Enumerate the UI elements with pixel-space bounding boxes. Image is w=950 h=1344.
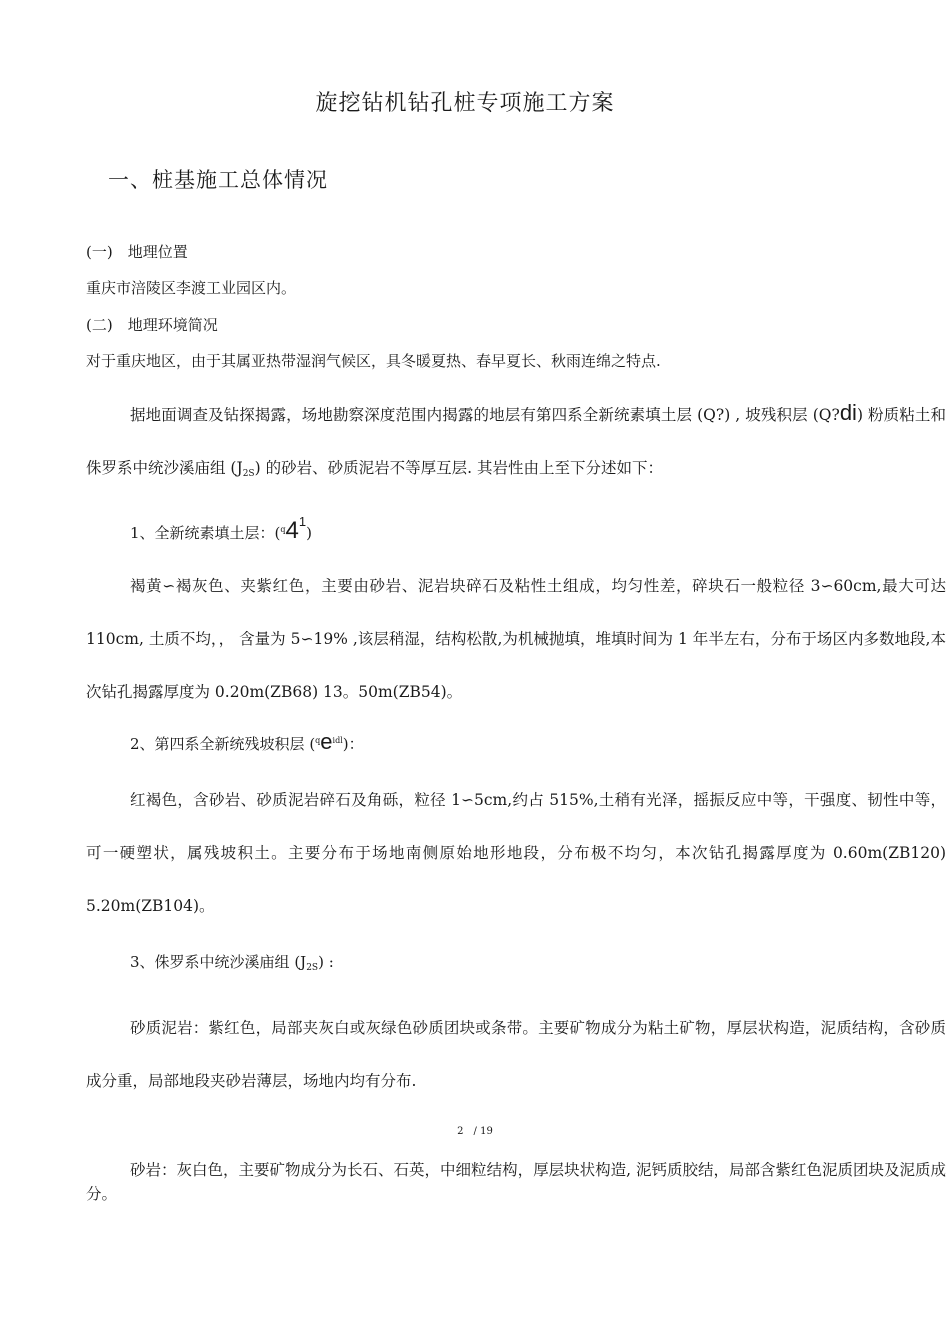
item1-superscript: 1 [298, 514, 307, 529]
item2-close: )： [342, 735, 364, 753]
item1-4-symbol: 4 [285, 517, 299, 544]
item3-heading [130, 951, 334, 973]
item2-description: 红褐色，含砂岩、砂质泥岩碎石及角砾，粒径 1∽5cm,约占 515%,土稍有光泽，摇振反应中等，干强度、韧性中等，可一硬塑状，属残坡积土。主要分布于场地南侧原始地形地段，分布极不均匀，本次钻孔揭露厚度为 0.60m(ZB120) 5.20m(ZB104)。 [86, 791, 946, 915]
document-title: 旋挖钻机钻孔桩专项施工方案 [315, 91, 615, 116]
section-heading-1: 一、桩基施工总体情况 [108, 168, 328, 192]
item3-close: ) : [318, 953, 334, 971]
item2-idl-symbol: idl [332, 736, 343, 745]
item2-heading [130, 729, 364, 755]
item1-description: 褐黄∽褐灰色、夹紫红色，主要由砂岩、泥岩块碎石及粘性土组成，均匀性差，碎块石一般粒径 3∽60cm,最大可达 110cm, 土质不均，， 含量为 5∽19% ,该层稍湿，结构松散,为机械抛填，堆填时间为 1 年半左右，分布于场区内多数地段,本次钻孔揭露厚度为 0.20m(ZB68) 13。50m(ZB54)。 [86, 577, 946, 701]
climate-text: 对于重庆地区，由于其属亚热带湿润气候区，具冬暖夏热、春早夏长、秋雨连绵之特点. [86, 352, 661, 370]
page-number: 2 / 19 [457, 1126, 493, 1137]
subsection-environment-label: (二) 地理环境简况 [86, 316, 218, 334]
location-text: 重庆市涪陵区李渡工业园区内。 [86, 279, 297, 297]
survey-text-b: ) 粉质粘土和侏罗系中统沙溪庙组 (J [86, 406, 946, 477]
survey-text-c: ) 的砂岩、砂质泥岩不等厚互层. 其岩性由上至下分述如下： [254, 459, 663, 477]
item1-q-symbol: q [280, 525, 286, 534]
item2-e-symbol: e [320, 729, 333, 754]
item3-subscript: 2S [306, 963, 319, 973]
item2-q-symbol: q [315, 736, 321, 745]
item3-label: 3、侏罗系中统沙溪庙组 (J [130, 953, 307, 971]
survey-paragraph [86, 386, 946, 501]
survey-symbol-di: di [839, 400, 857, 425]
item2-label: 2、第四系全新统残坡积层 ( [130, 735, 316, 753]
mudstone-paragraph: 砂质泥岩：紫红色，局部夹灰白或灰绿色砂质团块或条带。主要矿物成分为粘土矿物，厚层状构造，泥质结构，含砂质成分重，局部地段夹砂岩薄层，场地内均有分布. [86, 1019, 946, 1090]
survey-text-a: 据地面调查及钻探揭露，场地勘察深度范围内揭露的地层有第四系全新统素填土层 (Q?) , 坡残积层 (Q? [130, 406, 840, 424]
survey-subscript: 2S [242, 469, 255, 479]
item1-close: ) [306, 524, 312, 542]
sandstone-paragraph: 砂岩：灰白色，主要矿物成分为长石、石英，中细粒结构，厚层块状构造, 泥钙质胶结，局部含紫红色泥质团块及泥质成分。 [86, 1161, 946, 1203]
item1-heading [130, 514, 312, 545]
item1-label: 1、全新统素填土层：( [130, 524, 281, 542]
subsection-location-label: (一) 地理位置 [86, 243, 188, 261]
